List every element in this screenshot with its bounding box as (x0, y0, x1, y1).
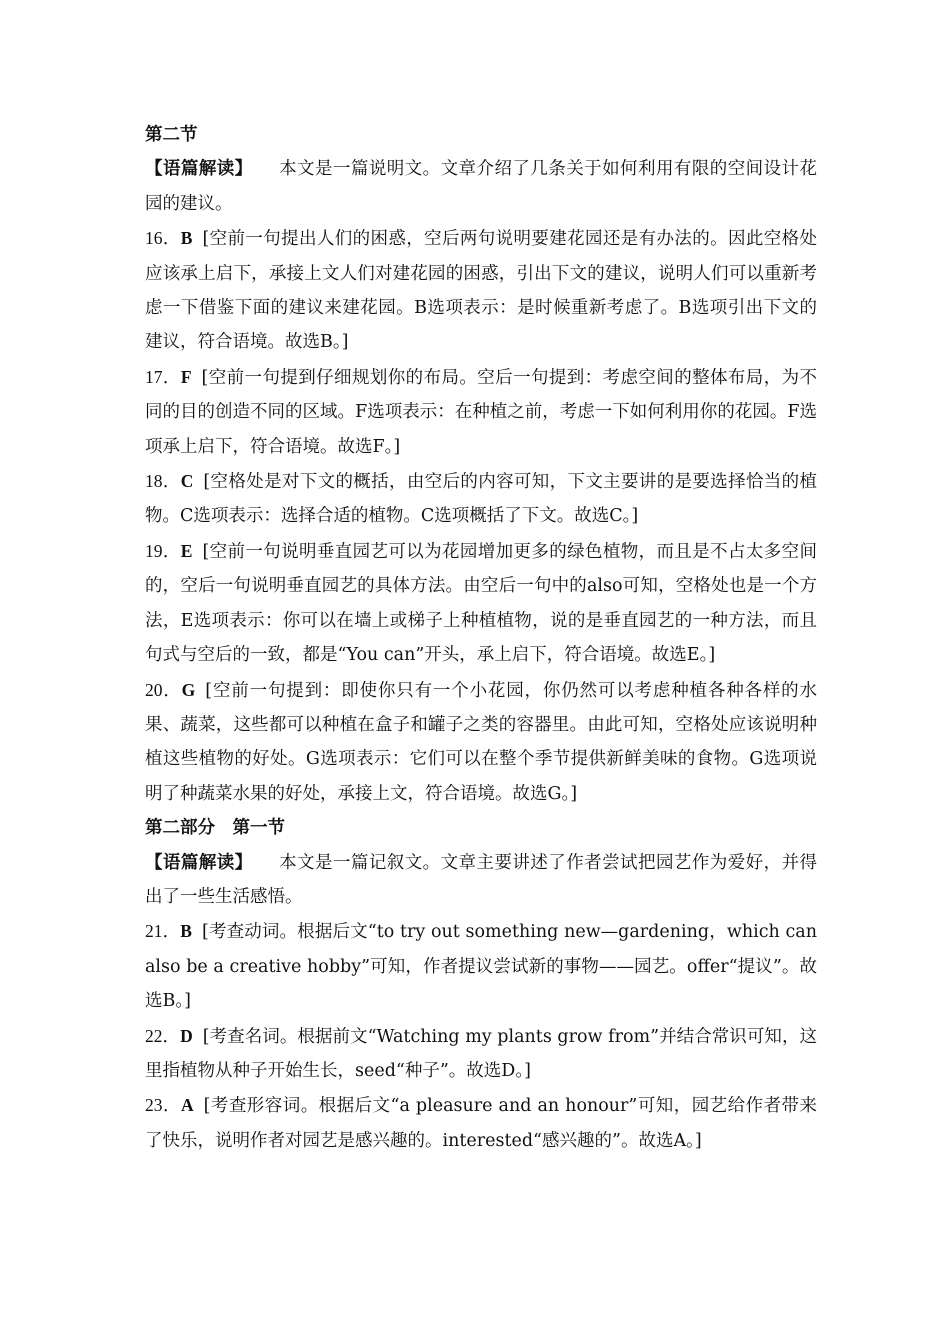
item-number: 20． (145, 679, 182, 700)
answer-item (145, 360, 817, 464)
answer-item (145, 221, 817, 360)
section-heading: 第二节 (145, 125, 198, 145)
answer-item (145, 1019, 817, 1089)
section-part-two-first (145, 811, 817, 1158)
item-answer: C (180, 471, 194, 492)
item-number: 17． (145, 366, 181, 387)
intro-text: 本文是一篇记叙文。文章主要讲述了作者尝试把园艺作为爱好，并得出了一些生活感悟。 (145, 852, 818, 907)
answer-item (145, 534, 817, 673)
item-number: 22． (145, 1025, 181, 1046)
answer-item (145, 914, 817, 1018)
item-number: 21． (145, 921, 181, 942)
item-answer: F (180, 366, 192, 387)
passage-intro (145, 152, 817, 221)
item-number: 18． (145, 471, 181, 492)
answer-item (145, 464, 817, 534)
intro-tag: 【语篇解读】 (145, 159, 253, 180)
section-part-two (145, 118, 817, 811)
item-explanation: [考查动词。根据后文“to try out something new—gardening，which can also be a creative hobby”可知，作者提议尝试新的事物——园艺。offer“提议”。故选B。] (145, 922, 817, 1012)
item-answer: D (180, 1025, 193, 1046)
item-answer: B (180, 228, 193, 249)
item-explanation: [空前一句提到：即使你只有一个小花园，你仍然可以考虑种植各种各样的水果、蔬菜，这些都可以种植在盒子和罐子之类的容器里。由此可知，空格处应该说明种植这些植物的好处。G选项表示：它们可以在整个季节提供新鲜美味的食物。G选项说明了种蔬菜水果的好处，承接上文，符合语境。故选G。] (145, 680, 818, 804)
item-explanation: [空前一句提到仔细规划你的布局。空后一句提到：考虑空间的整体布局，为不同的目的创造不同的区域。F选项表示：在种植之前，考虑一下如何利用你的花园。F选项承上启下，符合语境。故选F。] (145, 367, 818, 457)
intro-tag: 【语篇解读】 (145, 852, 253, 873)
answer-item (145, 1088, 817, 1158)
item-explanation: [空前一句说明垂直园艺可以为花园增加更多的绿色植物，而且是不占太多空间的，空后一句说明垂直园艺的具体方法。由空后一句中的also可知，空格处也是一个方法，E选项表示：你可以在墙上或梯子上种植植物，说的是垂直园艺的一种方法，而且句式与空后的一致，都是“You can”开头，承上启下，符合语境。故选E。] (145, 541, 817, 666)
item-answer: B (180, 921, 192, 942)
answer-document (145, 118, 817, 1158)
item-explanation: [空前一句提出人们的困惑，空后两句说明要建花园还是有办法的。因此空格处应该承上启下，承接上文人们对建花园的困惑，引出下文的建议，说明人们可以重新考虑一下借鉴下面的建议来建花园。B选项表示：是时候重新考虑了。B选项引出下文的建议，符合语境。故选B。] (145, 229, 817, 353)
item-answer: A (180, 1095, 194, 1116)
section-heading: 第二部分 第一节 (145, 818, 285, 839)
item-number: 16． (145, 228, 181, 249)
passage-intro (145, 846, 817, 915)
item-number: 23． (145, 1095, 181, 1116)
item-answer: E (180, 540, 193, 561)
item-explanation: [考查名词。根据前文“Watching my plants grow from”并结合常识可知，这里指植物从种子开始生长，seed“种子”。故选D。] (145, 1026, 817, 1081)
intro-text: 本文是一篇说明文。文章介绍了几条关于如何利用有限的空间设计花园的建议。 (145, 159, 818, 214)
item-explanation: [考查形容词。根据后文“a pleasure and an honour”可知，园艺给作者带来了快乐，说明作者对园艺是感兴趣的。interested“感兴趣的”。故选A。] (145, 1096, 818, 1151)
item-answer: G (181, 679, 196, 700)
item-explanation: [空格处是对下文的概括，由空后的内容可知，下文主要讲的是要选择恰当的植物。C选项表示：选择合适的植物。C选项概括了下文。故选C。] (145, 472, 818, 527)
answer-item (145, 673, 817, 812)
item-number: 19． (145, 540, 181, 561)
